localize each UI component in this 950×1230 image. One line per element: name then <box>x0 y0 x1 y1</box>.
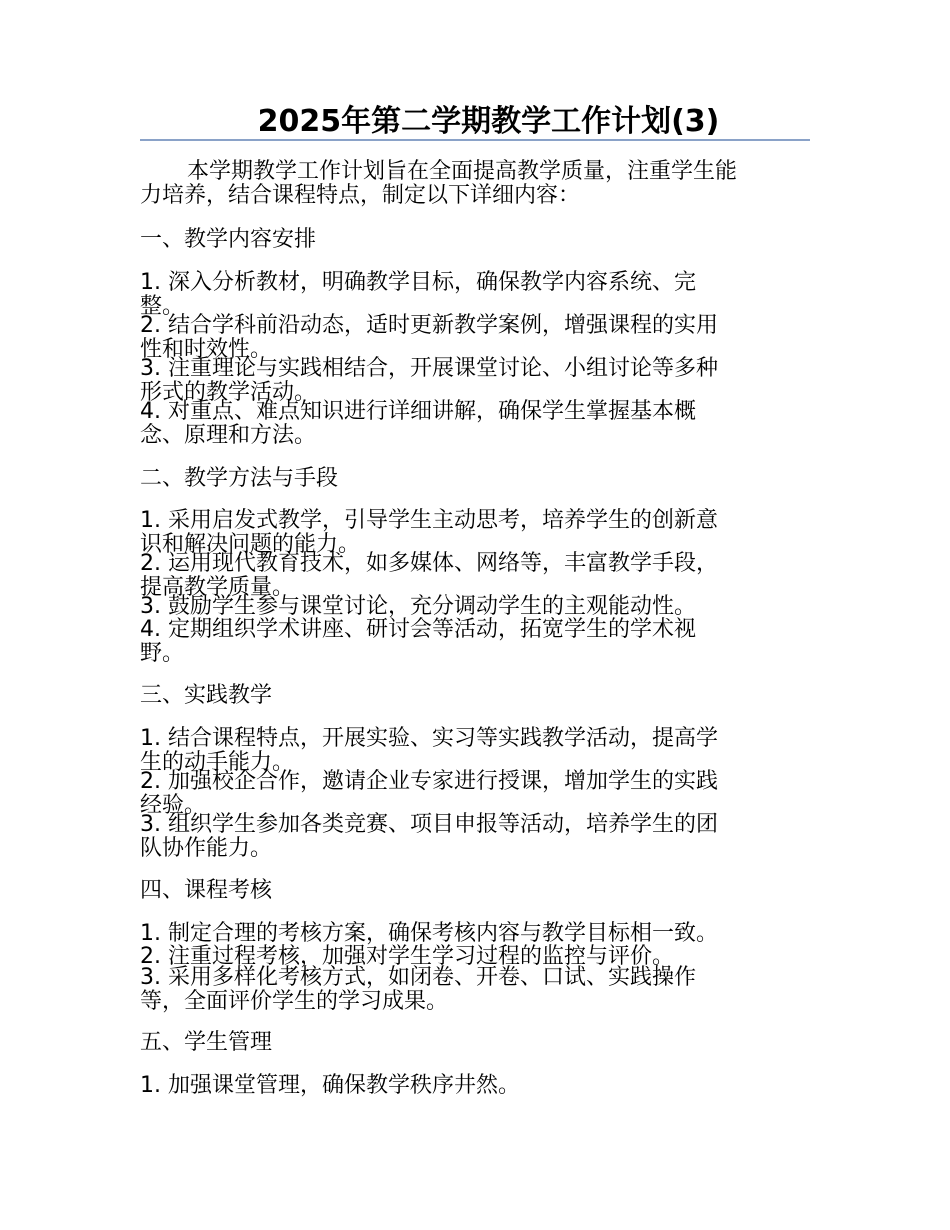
list-item <box>140 1074 810 1098</box>
page-title: 2025年第二学期教学工作计划(3) <box>257 104 720 139</box>
list-item-line: 念、原理和方法。 <box>140 423 317 448</box>
list-item <box>140 552 810 600</box>
list-item-line: 1. 采用启发式教学，引导学生主动思考，培养学生的创新意 <box>140 508 718 533</box>
intro-line-2: 力培养，结合课程特点，制定以下详细内容： <box>140 183 581 208</box>
list-item-line: 2. 结合学科前沿动态，适时更新教学案例，增强课程的实用 <box>140 313 718 338</box>
list-item-line: 4. 对重点、难点知识进行详细讲解，确保学生掌握基本概 <box>140 399 696 424</box>
list-item-line: 性和时效性。 <box>140 337 273 362</box>
list-item-line: 经验。 <box>140 793 207 818</box>
list-item-line: 生的动手能力。 <box>140 750 295 775</box>
list-item-line: 3. 采用多样化考核方式，如闭卷、开卷、口试、实践操作 <box>140 965 696 990</box>
list-item-line: 1. 深入分析教材，明确教学目标，确保教学内容系统、完 <box>140 270 696 295</box>
intro-paragraph <box>140 160 810 208</box>
title-underline <box>140 139 810 141</box>
section-heading-4: 四、课程考核 <box>140 878 273 903</box>
list-item <box>140 770 810 818</box>
section-heading-5: 五、学生管理 <box>140 1030 273 1055</box>
list-item-line: 3. 鼓励学生参与课堂讨论，充分调动学生的主观能动性。 <box>140 594 696 619</box>
list-item-line: 形式的教学活动。 <box>140 380 317 405</box>
list-item-line: 3. 注重理论与实践相结合，开展课堂讨论、小组讨论等多种 <box>140 356 718 381</box>
list-item <box>140 400 810 448</box>
list-item-line: 整。 <box>140 294 185 319</box>
list-item-line: 提高教学质量。 <box>140 575 295 600</box>
list-item-line: 4. 定期组织学术讲座、研讨会等活动，拓宽学生的学术视 <box>140 617 696 642</box>
list-item <box>140 922 810 946</box>
list-item-line: 1. 制定合理的考核方案，确保考核内容与教学目标相一致。 <box>140 921 718 946</box>
list-item-line: 野。 <box>140 641 185 666</box>
list-item <box>140 357 810 405</box>
list-item-line: 2. 加强校企合作，邀请企业专家进行授课，增加学生的实践 <box>140 769 718 794</box>
list-item-line: 等，全面评价学生的学习成果。 <box>140 989 449 1014</box>
list-item-line: 2. 注重过程考核，加强对学生学习过程的监控与评价。 <box>140 944 674 969</box>
list-item <box>140 314 810 362</box>
list-item <box>140 509 810 557</box>
list-item <box>140 727 810 775</box>
list-item <box>140 271 810 319</box>
list-item-line: 1. 结合课程特点，开展实验、实习等实践教学活动，提高学 <box>140 726 718 751</box>
section-heading-2: 二、教学方法与手段 <box>140 466 339 491</box>
list-item <box>140 595 810 619</box>
list-item-line: 2. 运用现代教育技术，如多媒体、网络等，丰富教学手段， <box>140 551 718 576</box>
list-item <box>140 813 810 861</box>
list-item <box>140 618 810 666</box>
section-heading-3: 三、实践教学 <box>140 683 273 708</box>
list-item-line: 队协作能力。 <box>140 836 273 861</box>
list-item-line: 3. 组织学生参加各类竞赛、项目申报等活动，培养学生的团 <box>140 812 718 837</box>
section-heading-1: 一、教学内容安排 <box>140 227 317 252</box>
list-item <box>140 966 810 1014</box>
list-item-line: 识和解决问题的能力。 <box>140 532 361 557</box>
intro-line-1: 本学期教学工作计划旨在全面提高教学质量，注重学生能 <box>187 159 738 184</box>
list-item-line: 1. 加强课堂管理，确保教学秩序井然。 <box>140 1073 520 1098</box>
